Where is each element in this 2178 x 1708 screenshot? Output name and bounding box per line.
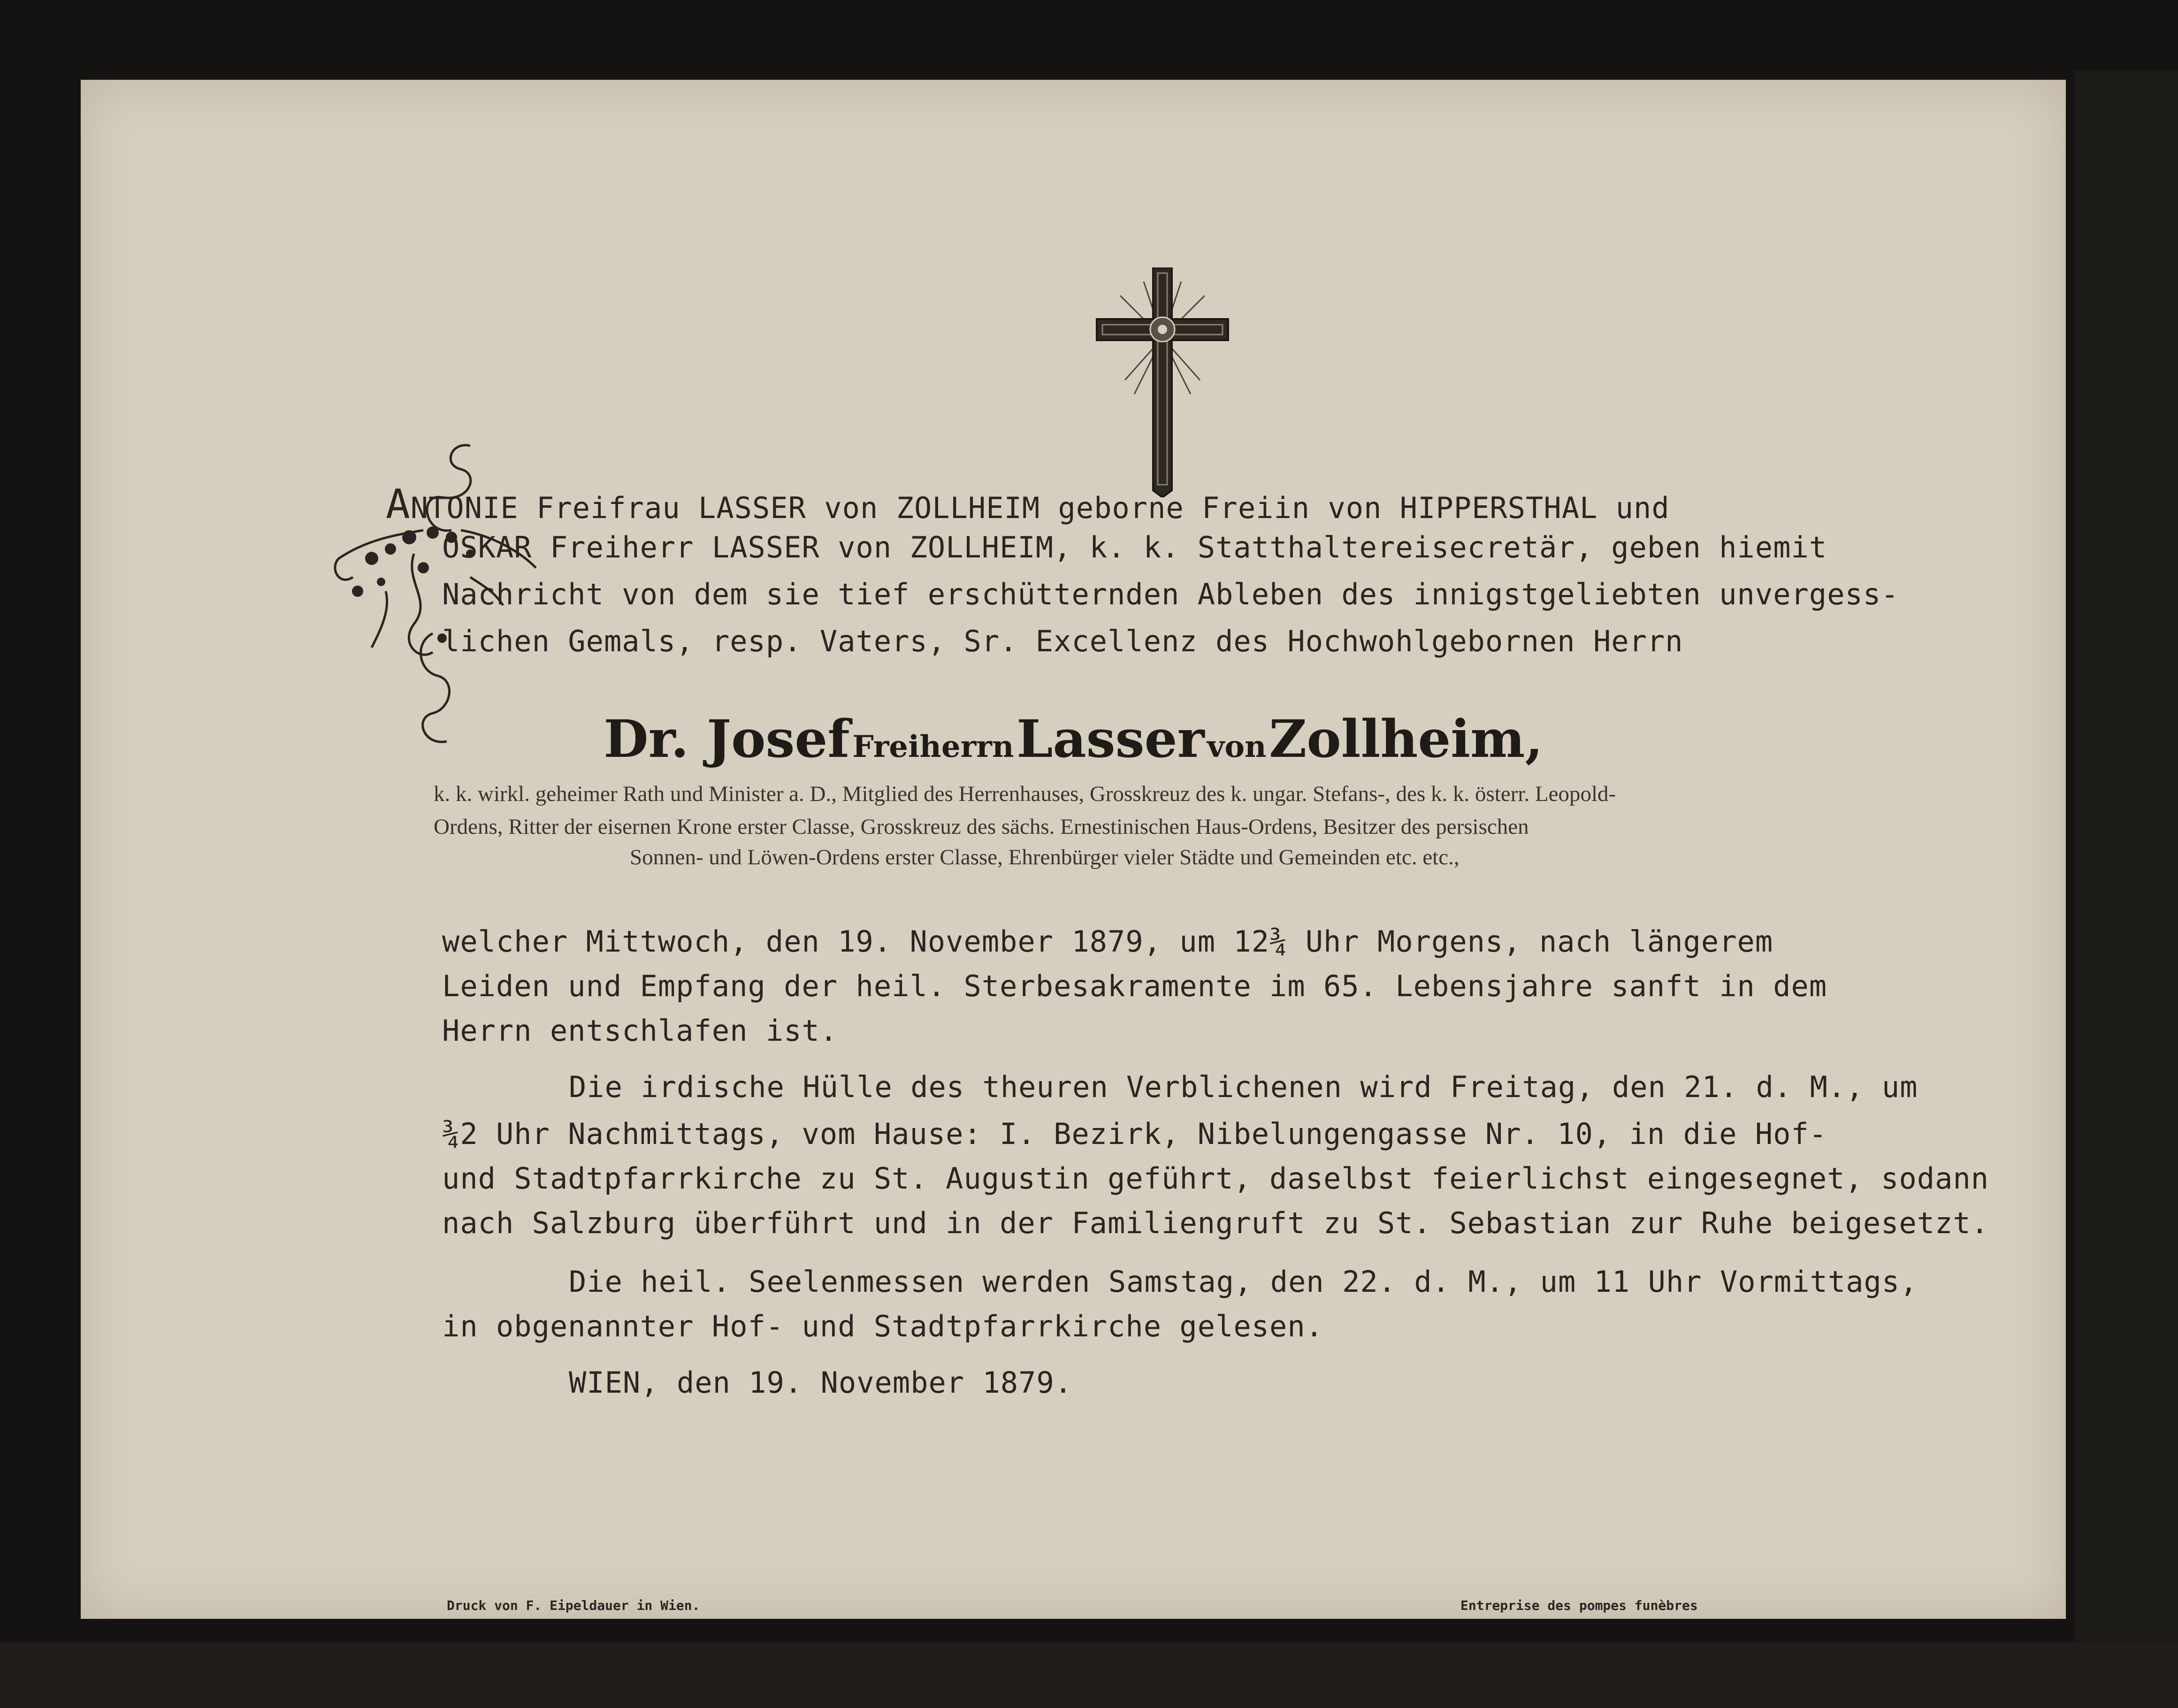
notice-line-1-text: NTONIE Freifrau LASSER von ZOLLHEIM geborne Freiin von HIPPERSTHAL und bbox=[410, 491, 1670, 525]
name-zollheim: Zollheim, bbox=[1269, 709, 1543, 769]
name-dr-josef: Dr. Josef bbox=[604, 709, 850, 769]
name-von: von bbox=[1207, 729, 1267, 764]
death-line-1: welcher Mittwoch, den 19. November 1879, um 12¾ Uhr Morgens, nach längerem bbox=[442, 924, 1773, 959]
death-line-2: Leiden und Empfang der heil. Sterbesakramente im 65. Lebensjahre sanft in dem bbox=[442, 969, 1827, 1003]
titles-line-3: Sonnen- und Löwen-Ordens erster Classe, Ehrenbürger vieler Städte und Gemeinden etc. etc., bbox=[630, 845, 1460, 869]
undertaker-credit: Entreprise des pompes funèbres bbox=[1460, 1598, 1698, 1613]
printer-credit: Druck von F. Eipeldauer in Wien. bbox=[447, 1598, 700, 1613]
mass-line-1: Die heil. Seelenmessen werden Samstag, den 22. d. M., um 11 Uhr Vormittags, bbox=[569, 1265, 1918, 1299]
frame-edge-bottom bbox=[0, 1642, 2178, 1708]
funeral-line-1: Die irdische Hülle des theuren Verblichenen wird Freitag, den 21. d. M., um bbox=[569, 1070, 1918, 1104]
notice-line-4: lichen Gemals, resp. Vaters, Sr. Excellenz des Hochwohlgebornen Herrn bbox=[442, 624, 1683, 658]
notice-line-2: OSKAR Freiherr LASSER von ZOLLHEIM, k. k. Statthaltereisecretär, geben hiemit bbox=[442, 530, 1827, 564]
cross-icon bbox=[1092, 267, 1233, 497]
death-notice-card bbox=[81, 80, 2066, 1619]
name-freiherrn: Freiherrn bbox=[852, 729, 1014, 764]
titles-line-1: k. k. wirkl. geheimer Rath und Minister a. D., Mitglied des Herrenhauses, Grosskreuz des k. ungar. Stefans-, des k. k. österr. Leopold- bbox=[434, 782, 1616, 806]
death-line-3: Herrn entschlafen ist. bbox=[442, 1014, 838, 1048]
funeral-line-3: und Stadtpfarrkirche zu St. Augustin geführt, daselbst feierlichst eingesegnet, sodann bbox=[442, 1161, 1989, 1196]
frame-edge-right bbox=[2074, 70, 2178, 1708]
mass-line-2: in obgenannter Hof- und Stadtpfarrkirche gelesen. bbox=[442, 1309, 1324, 1343]
name-lasser: Lasser bbox=[1016, 709, 1205, 769]
drop-cap: A bbox=[386, 481, 411, 528]
dateline: WIEN, den 19. November 1879. bbox=[569, 1365, 1073, 1400]
titles-line-2: Ordens, Ritter der eisernen Krone erster Classe, Grosskreuz des sächs. Ernestinischen Haus-Ordens, Besitzer des persischen bbox=[434, 815, 1529, 839]
funeral-line-4: nach Salzburg überführt und in der Familiengruft zu St. Sebastian zur Ruhe beigesetzt. bbox=[442, 1206, 1989, 1240]
funeral-line-2: ¾2 Uhr Nachmittags, vom Hause: I. Bezirk, Nibelungengasse Nr. 10, in die Hof- bbox=[442, 1117, 1827, 1151]
deceased-name bbox=[81, 709, 2066, 769]
notice-line-3: Nachricht von dem sie tief erschütternden Ableben des innigstgeliebten unvergess- bbox=[442, 577, 1899, 611]
notice-line-1 bbox=[386, 481, 1670, 528]
